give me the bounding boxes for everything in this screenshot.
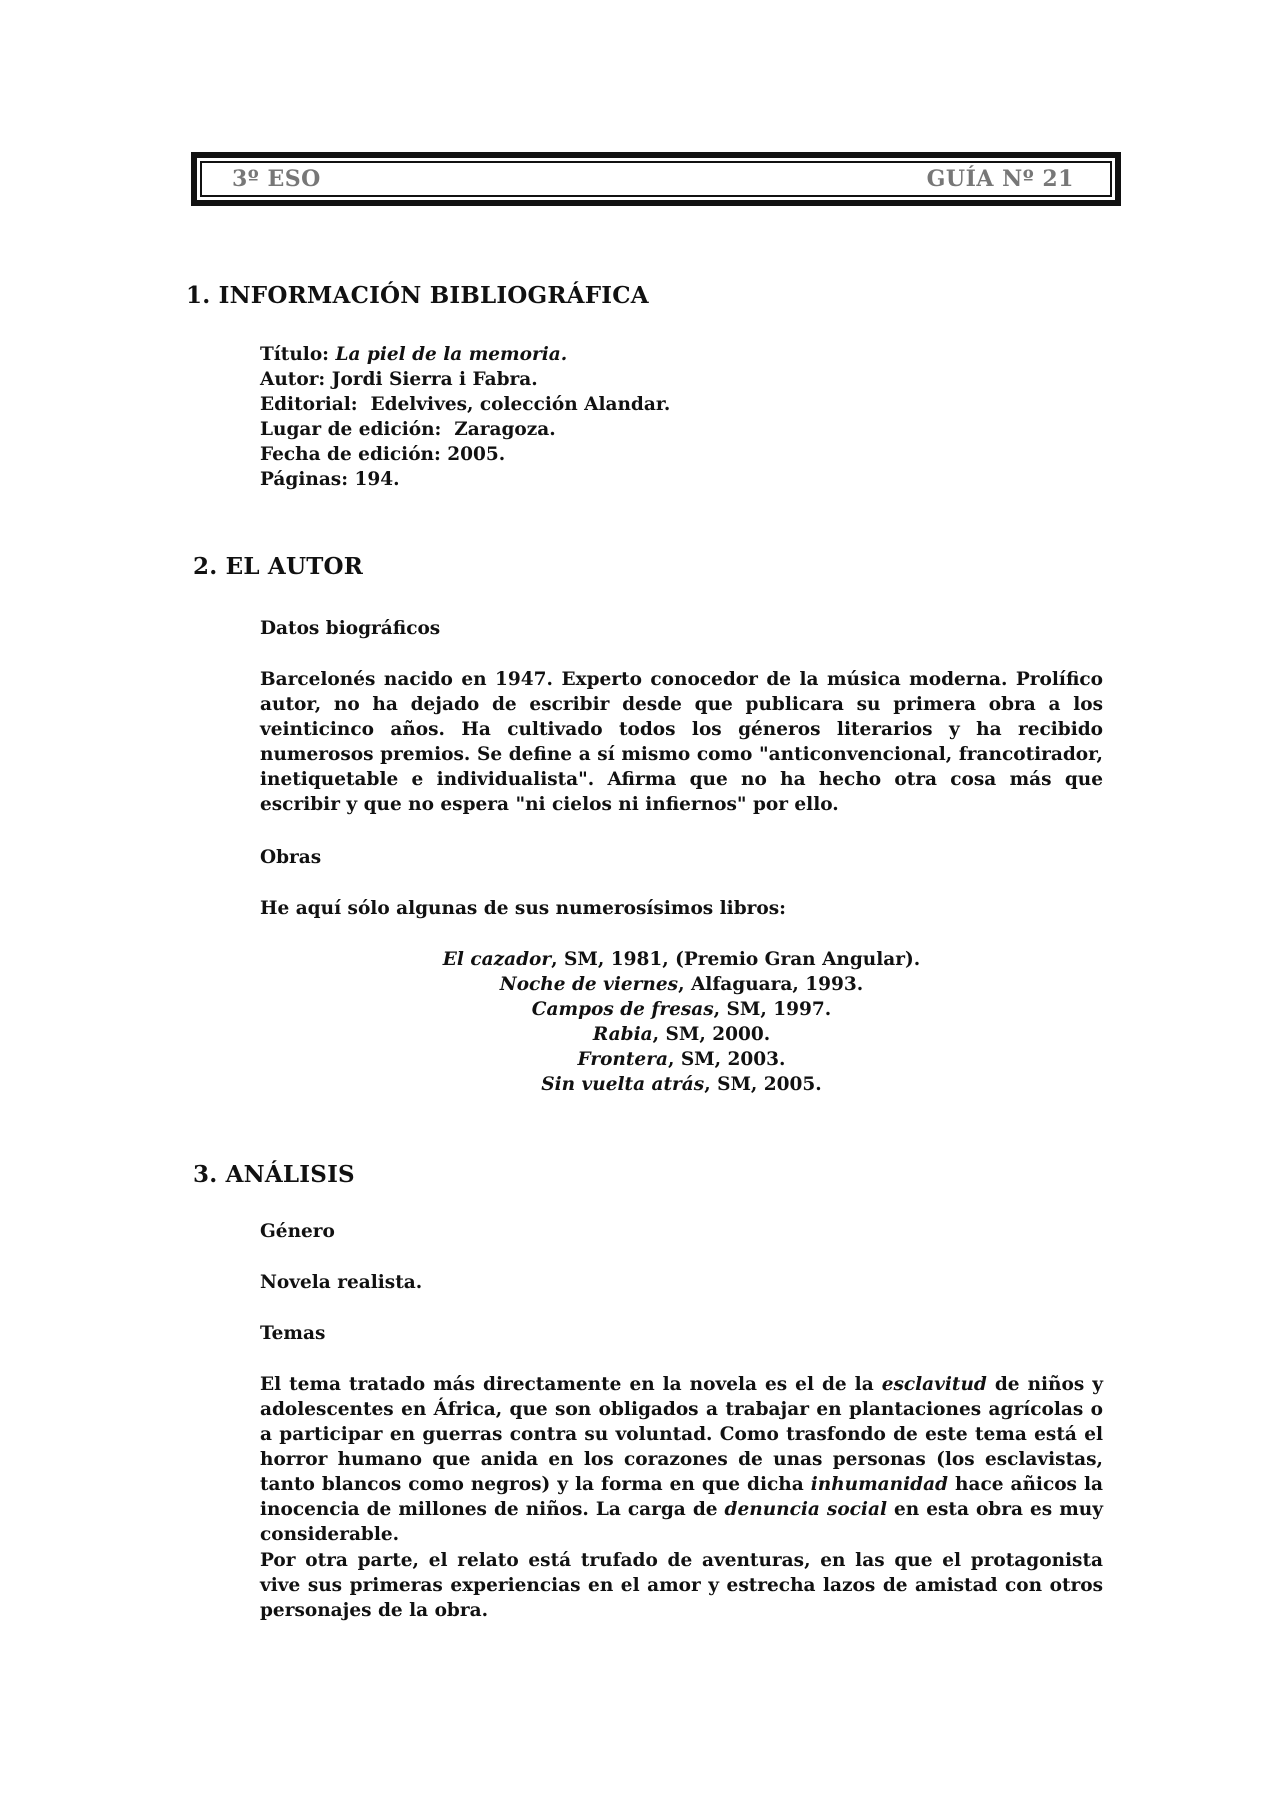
work-item [260,1022,1103,1047]
biblio-pages-line [260,467,1103,492]
genre-text: Novela realista. [260,1272,423,1293]
section-heading-bibliographic: 1. INFORMACIÓN BIBLIOGRÁFICA [186,282,649,309]
work-title: Campos de fresas [531,999,714,1020]
biblio-publisher-line [260,392,1103,417]
work-title: Noche de viernes [499,974,679,995]
biblio-author-line [260,367,1103,392]
work-title: Sin vuelta atrás [541,1074,705,1095]
biblio-label: Páginas: [260,469,349,490]
book-place: Zaragoza. [454,419,556,440]
biblio-label: Título: [260,344,329,365]
themes-text: en esta obra es muy considerable. [260,1499,1103,1545]
biblio-date-line [260,442,1103,467]
book-date: 2005. [447,444,506,465]
section-heading-author: 2. EL AUTOR [193,553,364,580]
work-details: , Alfaguara, 1993. [678,974,864,995]
themes-text: de niños y adolescentes en África, que son obligados a trabajar en plantaciones agrícolas o a participar en guerras contra su voluntad. Como trasfondo de este tema está el horror humano que anida en los corazones de unas personas (los esclavistas, tanto blancos como negros) y la forma en que dicha [260,1374,1104,1495]
work-title: El cazador [442,949,552,970]
work-details: , SM, 1997. [713,999,832,1020]
biblio-label: Editorial: [260,394,358,415]
themes-text: El tema tratado más directamente en la novela es el de la [260,1374,882,1395]
works-intro: He aquí sólo algunas de sus numerosísimos libros: [260,898,786,919]
bio-paragraph: Barcelonés nacido en 1947. Experto conocedor de la música moderna. Prolífico autor, no ha dejado de escribir desde que publicara su primera obra a los veinticinco años. Ha cultivado todos los géneros literarios y ha recibido numerosos premios. Se define a sí mismo como "anticonvencional, francotirador, inetiquetable e individualista". Afirma que no ha hecho otra cosa más que escribir y que no espera "ni cielos ni infiernos" por ello. [260,669,1103,815]
work-title: Rabia [592,1024,653,1045]
biblio-label: Lugar de edición: [260,419,442,440]
themes-paragraph-1 [260,1372,1103,1547]
work-item [260,1047,1103,1072]
biblio-title-line [260,342,1103,367]
section-heading-analysis: 3. ANÁLISIS [193,1161,355,1188]
header-inner-frame [200,161,1112,197]
work-details: , SM, 2003. [667,1049,786,1070]
book-pages: 194. [354,469,400,490]
work-item [260,997,1103,1022]
bibliographic-info [260,342,1103,492]
work-details: , SM, 2000. [652,1024,771,1045]
book-author: Jordi Sierra i Fabra. [331,369,538,390]
course-label: 3º ESO [232,166,321,192]
biblio-place-line [260,417,1103,442]
book-title: La piel de la memoria. [335,344,568,365]
themes-paragraph-2: Por otra parte, el relato está trufado de aventuras, en las que el protagonista vive sus primeras experiencias en el amor y estrecha lazos de amistad con otros personajes de la obra. [260,1550,1103,1621]
themes-emphasis: inhumanidad [810,1474,948,1495]
work-item [260,1072,1103,1097]
biblio-label: Fecha de edición: [260,444,441,465]
work-item [260,947,1103,972]
guide-number: GUÍA Nº 21 [926,166,1074,192]
work-details: , SM, 1981, (Premio Gran Angular). [551,949,921,970]
header-box [191,152,1121,206]
work-details: , SM, 2005. [704,1074,822,1095]
biblio-label: Autor: [260,369,326,390]
works-list [260,947,1103,1097]
themes-emphasis: esclavitud [881,1374,987,1395]
genre-subheading: Género [260,1221,335,1242]
book-publisher: Edelvives, colección Alandar. [370,394,671,415]
work-title: Frontera [577,1049,668,1070]
themes-emphasis: denuncia social [724,1499,887,1520]
bio-subheading: Datos biográficos [260,618,441,639]
work-item [260,972,1103,997]
works-subheading: Obras [260,847,322,868]
themes-subheading: Temas [260,1323,326,1344]
themes-text: hace añicos la inocencia de millones de niños. La carga de [260,1474,1103,1520]
